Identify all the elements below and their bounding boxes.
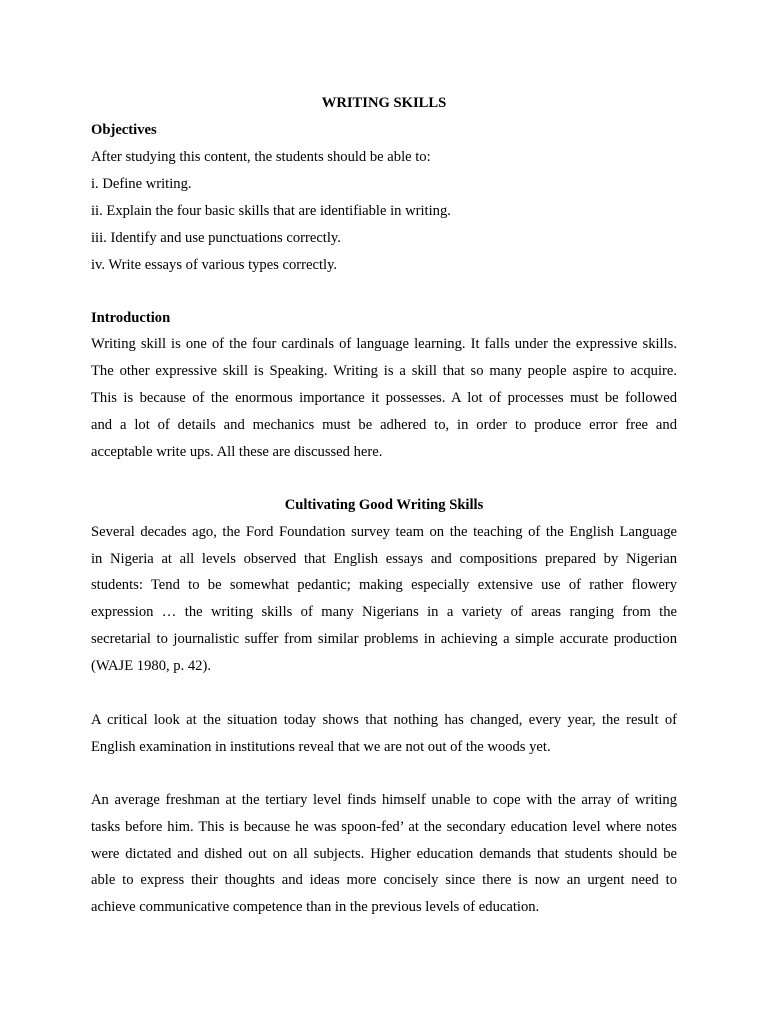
cultivating-p3-line-5: achieve communicative competence than in the previous levels of education. [91, 899, 540, 915]
cultivating-p1-line-1: Several decades ago, the Ford Foundation survey team on the teaching of the English Language [91, 524, 677, 540]
introduction-line-3: This is because of the enormous importance it possesses. A lot of processes must be followed [91, 390, 677, 406]
cultivating-p3-line-4: able to express their thoughts and ideas more concisely since there is now an urgent need to [91, 872, 677, 888]
objective-item-1: i. Define writing. [91, 176, 192, 192]
cultivating-p1-line-5: secretarial to journalistic suffer from similar problems in achieving a simple accurate production [91, 631, 677, 647]
cultivating-p2-line-2: English examination in institutions reveal that we are not out of the woods yet. [91, 739, 551, 755]
objectives-heading: Objectives [91, 122, 157, 138]
introduction-line-2: The other expressive skill is Speaking. Writing is a skill that so many people aspire to acquire. [91, 363, 677, 379]
cultivating-p2-line-1: A critical look at the situation today shows that nothing has changed, every year, the result of [91, 712, 677, 728]
introduction-line-1: Writing skill is one of the four cardinals of language learning. It falls under the expressive skills. [91, 336, 677, 352]
introduction-line-5: acceptable write ups. All these are discussed here. [91, 444, 383, 460]
cultivating-p1-line-3: students: Tend to be somewhat pedantic; making especially extensive use of rather flowery [91, 577, 677, 593]
cultivating-p3-line-1: An average freshman at the tertiary level finds himself unable to cope with the array of writing [91, 792, 677, 808]
cultivating-p1-line-6: (WAJE 1980, p. 42). [91, 658, 211, 674]
objective-item-4: iv. Write essays of various types correctly. [91, 257, 338, 273]
cultivating-p1-line-4: expression … the writing skills of many Nigerians in a variety of areas ranging from the [91, 604, 677, 620]
objectives-intro: After studying this content, the students should be able to: [91, 149, 431, 165]
cultivating-p3-line-2: tasks before him. This is because he was spoon-fed’ at the secondary education level where notes [91, 819, 677, 835]
introduction-line-4: and a lot of details and mechanics must be adhered to, in order to produce error free and [91, 417, 677, 433]
introduction-heading: Introduction [91, 310, 171, 326]
objective-item-2: ii. Explain the four basic skills that are identifiable in writing. [91, 203, 451, 219]
cultivating-heading: Cultivating Good Writing Skills [284, 497, 484, 513]
document-title: WRITING SKILLS [321, 95, 447, 111]
objective-item-3: iii. Identify and use punctuations correctly. [91, 230, 341, 246]
cultivating-p1-line-2: in Nigeria at all levels observed that English essays and compositions prepared by Nigerian [91, 551, 677, 567]
cultivating-p3-line-3: were dictated and dished out on all subjects. Higher education demands that students should be [91, 846, 677, 862]
